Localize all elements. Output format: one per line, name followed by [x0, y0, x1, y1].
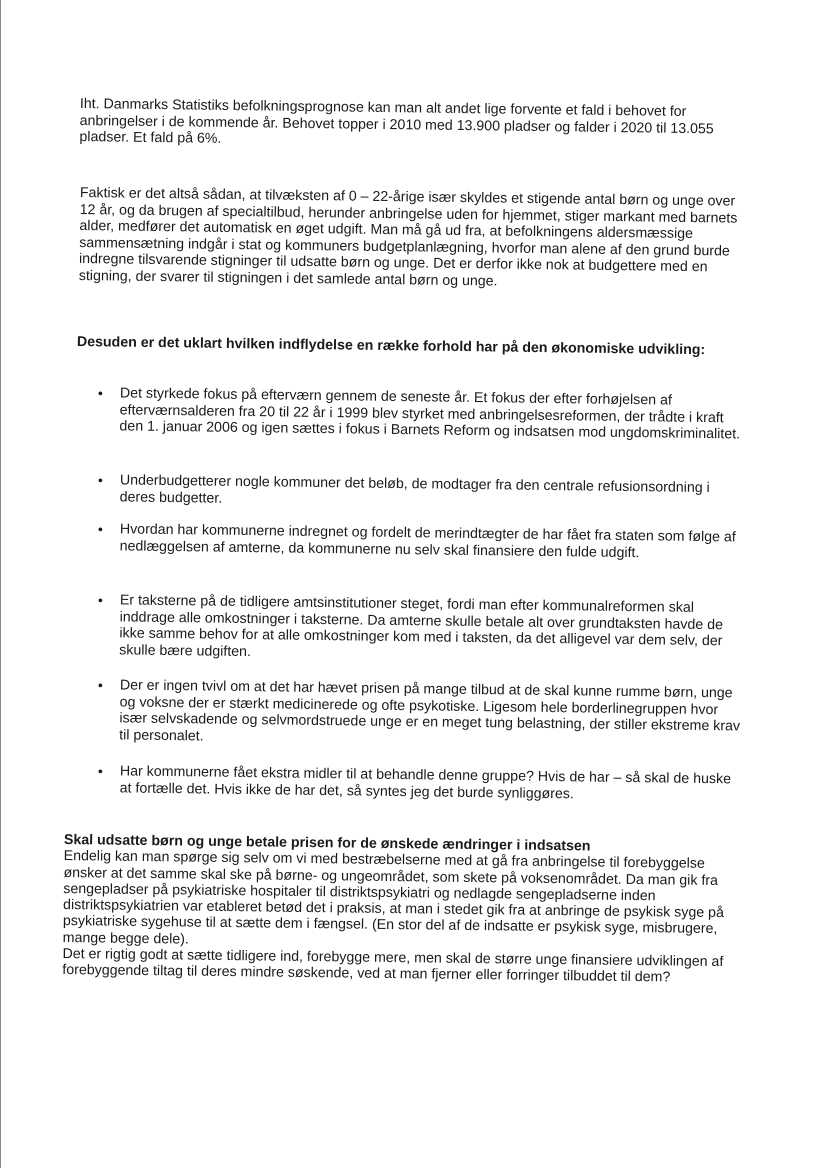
list-item: [93, 677, 746, 752]
list-item-text: Har kommunerne fået ekstra midler til at behandle denne gruppe? Hvis de har – så skal de huske at fortælle det. Hvis ikke de har det, så syntes jeg det burde synliggøres.: [119, 763, 732, 802]
bullet-icon: •: [97, 592, 103, 609]
list-item: [94, 521, 746, 563]
section-unfair-burden: [62, 832, 744, 987]
bullet-icon: •: [97, 677, 103, 694]
list-item: [94, 472, 746, 514]
section-heading-economic-factors: Desuden er det uklart hvilken indflydelse en række forhold har på den økonomiske udvikling:: [76, 334, 706, 359]
paragraph-growth-explanation: Faktisk er det altså sådan, at tilvæksten af 0 – 22-årige især skyldes et stigende antal børn og unge over 12 år, og da brugen af specialtilbud, herunder anbringelse uden for hjemmet, stiger markant med barnets alder, medfører det automatisk en øget udgift. Man må gå ud fra, at befolkningens aldersmæssige sammensætning indgår i stat og kommuners budgetplanlægning, hvorfor man alene af den grund burde indregne tilsvarende stigninger til udsatte børn og unge. Det er derfor ikke nok at budgettere med en stigning, der svarer til stigningen i det samlede antal børn og unge.: [78, 185, 738, 289]
bullet-icon: •: [97, 472, 103, 489]
section-heading-unfair-burden: Skal udsatte børn og unge betale prisen for de ønskede ændringer i indsatsen: [63, 832, 591, 855]
bullet-icon: •: [97, 385, 103, 402]
list-item: [94, 763, 746, 805]
list-item-text: Er taksterne på de tidligere amtsinstitutioner steget, fordi man efter kommunalreformen skal inddrage alle omkostninger i taksterne. Da amterne skulle betale alt over grundtaksten havde de ikke samme behov for at alle omkostninger kom med i taksten, da det alligevel var dem selv, der skulle bære udgiften.: [119, 592, 724, 660]
list-item: [93, 385, 746, 443]
paragraph-psychiatry-comparison: Endelig kan man spørge sig selv om vi med bestræbelserne med at gå fra anbringelse til forebyggelse ønsker at det samme skal ske på børne- og ungeområdet, som skete på voksenområdet. Da man gik fra sengepladser på psykiatriske hospitaler til distriktspsykiatri og nedlagde sengepladserne inden distriktspsykiatrien var etableret betød det i praksis, at man i stedet gik fra at anbringe de psykisk syge på psykiatriske sygehuse til at sætte dem i fængsel. (En stor del af de indsatte er psykisk syge, misbrugere, mange begge dele).: [62, 848, 724, 948]
bullet-icon: •: [97, 763, 103, 780]
list-item-text: Hvordan har kommunerne indregnet og fordelt de merindtægter de har fået fra staten som følge af nedlæggelsen af amterne, da kommunerne nu selv skal finansiere den fulde udgift.: [119, 521, 736, 561]
bullet-icon: •: [97, 521, 103, 538]
paragraph-closing-question: Det er rigtig godt at sætte tidligere ind, forebygge mere, men skal de større unge finansiere udviklingen af forebyggende tiltag til deres mindre søskende, ved at man fjerner eller forringer tilbuddet til dem?: [62, 946, 724, 986]
list-item-text: Der er ingen tvivl om at det har hævet prisen på mange tilbud at de skal kunne rumme børn, unge og voksne der er stærkt medicinerede og ofte psykotiske. Ligesom hele borderlinegruppen hvor især selvskadende og selvmordstruede unge er en meget tung belastning, der stiller ekstreme krav til personalet.: [119, 677, 741, 744]
list-item: [93, 592, 746, 667]
paragraph-population-forecast: Iht. Danmarks Statistiks befolkningsprognose kan man alt andet lige forvente et fald i behovet for anbringelser i de kommende år. Behovet topper i 2010 med 13.900 pladser og falder i 2020 til 13.055 pladser. Et fald på 6%.: [79, 96, 714, 147]
list-item-text: Underbudgetterer nogle kommuner det beløb, de modtager fra den centrale refusionsordning i deres budgetter.: [119, 472, 710, 507]
page-edge-line: [0, 0, 1, 1168]
list-item-text: Det styrkede fokus på efterværn gennem de seneste år. Et fokus der efter forhøjelsen af efterværnsalderen fra 20 til 22 år i 1999 blev styrket med anbringelsesreformen, der trådte i kraft den 1. januar 2006 og igen sættes i fokus i Barnets Reform og indsatsen mod ungdomskriminalitet.: [119, 385, 741, 443]
